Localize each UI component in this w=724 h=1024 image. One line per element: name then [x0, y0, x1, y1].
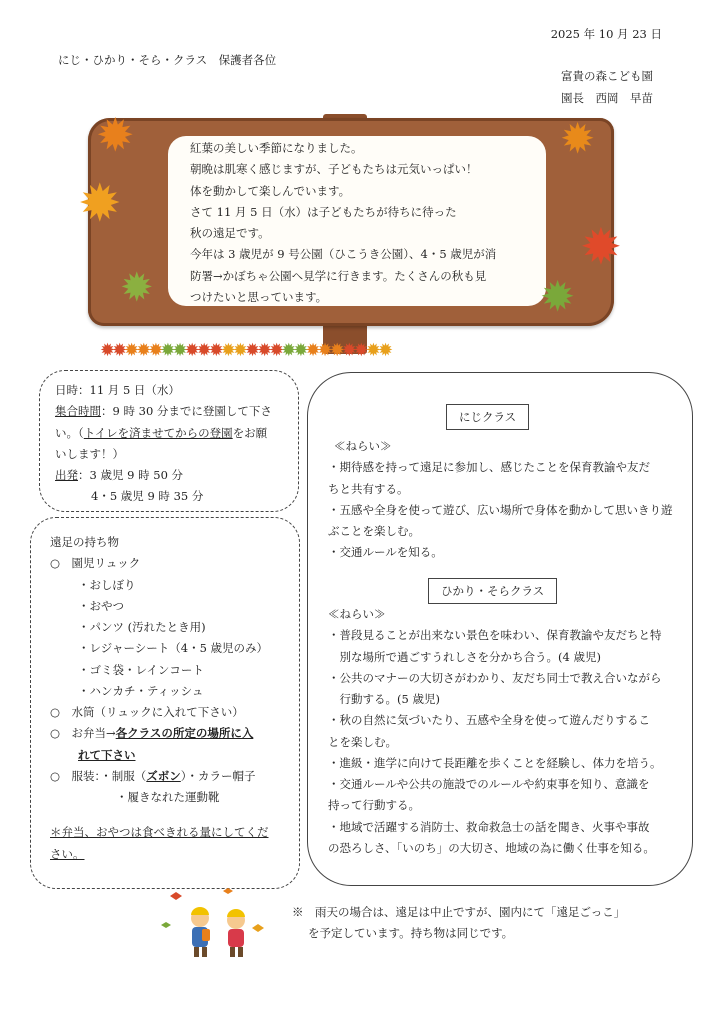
intro-line: さて 11 月 5 日（水）は子どもたちが待ちに待った: [190, 204, 457, 219]
goal-line: ・五感や全身を使って遊び、広い場所で身体を動かして思いきり遊: [328, 502, 673, 517]
aim-heading: ≪ねらい≫: [334, 439, 392, 453]
date-line: 日時：11 月 5 日（水）: [55, 383, 180, 397]
schedule-text: [55, 380, 272, 508]
intro-line: 防署→かぼちゃ公園へ見学に行きます。たくさんの秋も見: [190, 268, 487, 283]
gather-text: いします！）: [55, 446, 124, 461]
intro-line: 体を動かして楽しんでいます。: [190, 183, 351, 198]
principal-name: 園長 西岡 早苗: [561, 90, 653, 105]
hikari-class-tag: ひかり・そらクラス: [428, 578, 557, 604]
goal-line: ・進級・進学に向けて長距離を歩くことを経験し、体力を培う。: [328, 755, 662, 770]
pants-note: ズボン: [146, 768, 181, 783]
child-icon: [191, 907, 210, 957]
goal-line: とを楽しむ。: [328, 734, 397, 749]
intro-line: 朝晩は肌寒く感じますが、子どもたちは元気いっぱい！: [190, 162, 478, 177]
list-item: ○ 園児リュック: [50, 556, 141, 571]
lunch-note: 各クラスの所定の場所に入: [115, 726, 254, 741]
list-item: ○ お弁当→: [50, 726, 116, 741]
portion-note: さい。: [50, 846, 85, 861]
goal-line: ・交通ルールや公共の施設でのルールや約束事を知り、意識を: [328, 777, 650, 792]
maple-leaf-icon: ✹: [120, 265, 154, 311]
maple-leaf-icon: ✹: [560, 114, 596, 163]
goal-line: ・交通ルールを知る。: [328, 545, 443, 560]
depart-label: 出発: [55, 468, 78, 483]
intro-message: [190, 138, 496, 308]
gather-text: ：9 時 30 分までに登園して下さ: [101, 404, 272, 419]
gather-label: 集合時間: [55, 404, 101, 419]
intro-line: つけたいと思っています。: [190, 289, 328, 304]
depart-time-3: ：3 歳児 9 時 50 分: [78, 468, 184, 483]
goal-line: ちと共有する。: [328, 481, 409, 496]
list-item: ・おやつ: [78, 598, 124, 613]
goal-line: ・公共のマナーの大切さがわかり、友だち同士で教え合いながら: [328, 670, 662, 685]
maple-leaf-icon: ✹: [580, 218, 622, 276]
children-walking-illustration: [158, 884, 278, 964]
list-item: ・ハンカチ・ティッシュ: [78, 683, 204, 698]
niji-class-tag: にじクラス: [446, 404, 529, 430]
belongings-list: [50, 532, 269, 865]
hikari-goals: [328, 604, 662, 859]
addressee: にじ・ひかり・そら・クラス 保護者各位: [58, 53, 277, 67]
intro-line: 今年は 3 歳児が 9 号公園（ひこうき公園）、4・5 歳児が消: [190, 247, 497, 262]
child-icon: [227, 909, 245, 957]
lunch-note: れて下さい: [78, 747, 136, 762]
rain-notice: [292, 902, 625, 945]
goal-line: 行動する。(5 歳児): [328, 692, 440, 707]
maple-leaf-icon: ✹: [540, 272, 576, 321]
maple-leaf-icon: ✹: [78, 174, 122, 234]
list-item: ・ゴミ袋・レインコート: [78, 662, 204, 677]
aim-heading: ≪ねらい≫: [328, 607, 386, 621]
school-name: 富貴の森こども園: [561, 69, 653, 83]
depart-time-45: 4・5 歳児 9 時 35 分: [91, 489, 204, 504]
leaf-garland: ✹✹✹✹✹✹✹✹✹✹✹✹✹✹✹✹✹✹✹✹✹✹✹✹: [100, 340, 391, 361]
niji-goals: [328, 436, 673, 564]
sender-block: [561, 66, 653, 110]
belongings-title: 遠足の持ち物: [50, 535, 119, 549]
list-item: ）・カラー帽子: [180, 768, 256, 783]
list-item: ・履きなれた運動靴: [116, 790, 220, 805]
goal-line: ぶことを楽しむ。: [328, 524, 420, 539]
list-item: ○ 水筒（リュックに入れて下さい）: [50, 705, 244, 720]
goal-line: 持って行動する。: [328, 798, 420, 813]
gather-text: をお願: [232, 425, 268, 440]
goal-line: 別な場所で過ごすうれしさを分かち合う。(4 歳児): [328, 649, 601, 664]
maple-leaf-icon: ✹: [96, 108, 135, 162]
goal-line: ・普段見ることが出来ない景色を味わい、保育教諭や友だちと特: [328, 628, 662, 643]
goal-line: ・地域で活躍する消防士、救命救急士の話を聞き、火事や事故: [328, 819, 650, 834]
goal-line: ・秋の自然に気づいたり、五感や全身を使って遊んだりするこ: [328, 713, 650, 728]
intro-line: 秋の遠足です。: [190, 226, 270, 241]
gather-text: い。（: [55, 425, 84, 440]
goal-line: ・期待感を持って遠足に参加し、感じたことを保育教諭や友だ: [328, 460, 650, 475]
list-item: ・レジャーシート（4・5 歳児のみ）: [78, 641, 269, 656]
list-item: ・おしぼり: [78, 577, 136, 592]
leaf-icon: [161, 888, 264, 932]
letter-date: 2025 年 10 月 23 日: [550, 27, 662, 41]
goal-line: の恐ろしさ、「いのち」の大切さ、地域の為に働く仕事を知る。: [328, 840, 655, 855]
intro-line: 紅葉の美しい季節になりました。: [190, 141, 363, 155]
rain-line: ※ 雨天の場合は、遠足は中止ですが、園内にて「遠足ごっこ」: [292, 905, 626, 919]
list-item: ・パンツ (汚れたとき用): [78, 620, 206, 635]
rain-line: を予定しています。持ち物は同じです。: [308, 926, 514, 941]
list-item: ○ 服装：・制服（: [50, 768, 147, 783]
toilet-note: トイレを済ませてからの登園: [83, 425, 233, 440]
portion-note: ＊弁当、おやつは食べきれる量にしてくだ: [50, 825, 269, 840]
